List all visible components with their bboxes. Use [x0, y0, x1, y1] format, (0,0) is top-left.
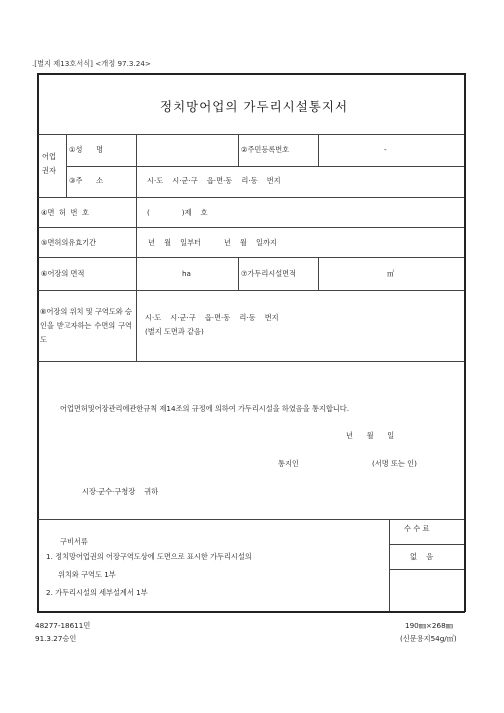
grid-line	[318, 257, 319, 290]
location-label: ⑧어장의 위치 및 구역도와 승인을 받고자하는 수면의 구역도	[40, 307, 132, 344]
grid-line	[38, 227, 464, 228]
form-border-bottom	[37, 611, 465, 613]
validity-period-label: ⑤면허의유효기간	[41, 238, 97, 247]
grid-line	[38, 519, 464, 520]
required-document-1: 1. 정치망어업권의 어장구역도상에 도면으로 표시한 가두리시설의	[46, 552, 252, 561]
grid-line	[38, 290, 464, 291]
required-document-1-continued: 위치와 구역도 1부	[58, 570, 116, 579]
cage-area-unit[interactable]: ㎡	[387, 269, 395, 278]
address-label: ③주 소	[69, 176, 104, 185]
fee-value: 없 음	[410, 552, 434, 561]
grid-line	[38, 197, 464, 198]
signature-note[interactable]: (서명 또는 인)	[372, 459, 417, 468]
validity-period-field[interactable]: 년 월 일부터 년 월 일까지	[148, 238, 277, 247]
approval-date: 91.3.27승인	[35, 634, 77, 643]
applicant-group-label: 어업 권자	[42, 152, 56, 175]
paper-size: 190㎜×268㎜	[405, 621, 453, 630]
date-line[interactable]: 년 월 일	[346, 431, 395, 440]
grid-line	[389, 519, 390, 611]
license-number-label: ④면 허 번 호	[41, 208, 89, 217]
registration-number-field[interactable]: -	[384, 145, 387, 154]
notification-statement: 어업면허및어장관리에관한규칙 제14조의 규정에 의하여 가두리시설을 하였음을 통지합니다.	[60, 404, 349, 413]
form-reference: .[별지 제13호서식] <개정 97.3.24>	[32, 59, 151, 68]
required-documents-title: 구비서류	[60, 537, 88, 546]
grid-line	[238, 134, 239, 166]
form-title: 정치망어업의 가두리시설통지서	[160, 99, 349, 114]
fishery-area-unit[interactable]: ha	[182, 269, 191, 278]
location-field[interactable]: 시·도 시·군·구 읍·면·동 리·동 번지	[145, 313, 279, 322]
form-border-right	[464, 73, 466, 612]
grid-line	[66, 166, 464, 167]
grid-line	[389, 569, 464, 570]
registration-number-label: ②주민등록번호	[241, 145, 290, 154]
name-field[interactable]	[140, 138, 234, 162]
form-border-left	[37, 73, 39, 612]
grid-line	[38, 361, 464, 362]
grid-line	[389, 544, 464, 545]
grid-line	[66, 134, 67, 197]
paper-type: (신문용지54g/㎡)	[400, 634, 457, 643]
grid-line	[238, 257, 239, 290]
cage-area-label: ⑦가두리시설면적	[241, 269, 297, 278]
address-field[interactable]: 시·도 시·군·구 읍·면·동 리·동 번지	[147, 176, 281, 185]
form-code: 48277-18611민	[35, 621, 91, 630]
grid-line	[38, 134, 464, 135]
name-label: ①성 명	[69, 145, 104, 154]
fee-label: 수 수 료	[404, 524, 430, 533]
fishery-area-label: ⑥어장의 면적	[41, 269, 85, 278]
grid-line	[136, 134, 137, 361]
notifier-label: 통지인	[278, 459, 299, 468]
license-number-field[interactable]: ( )제 호	[147, 208, 208, 217]
form-border-top	[37, 73, 465, 75]
addressee: 시장·군수·구청장 귀하	[82, 487, 159, 496]
grid-line	[318, 134, 319, 166]
grid-line	[38, 257, 464, 258]
required-document-2: 2. 가두리시설의 세부설계서 1부	[46, 588, 148, 597]
location-note: (별지 도면과 같음)	[145, 327, 204, 336]
